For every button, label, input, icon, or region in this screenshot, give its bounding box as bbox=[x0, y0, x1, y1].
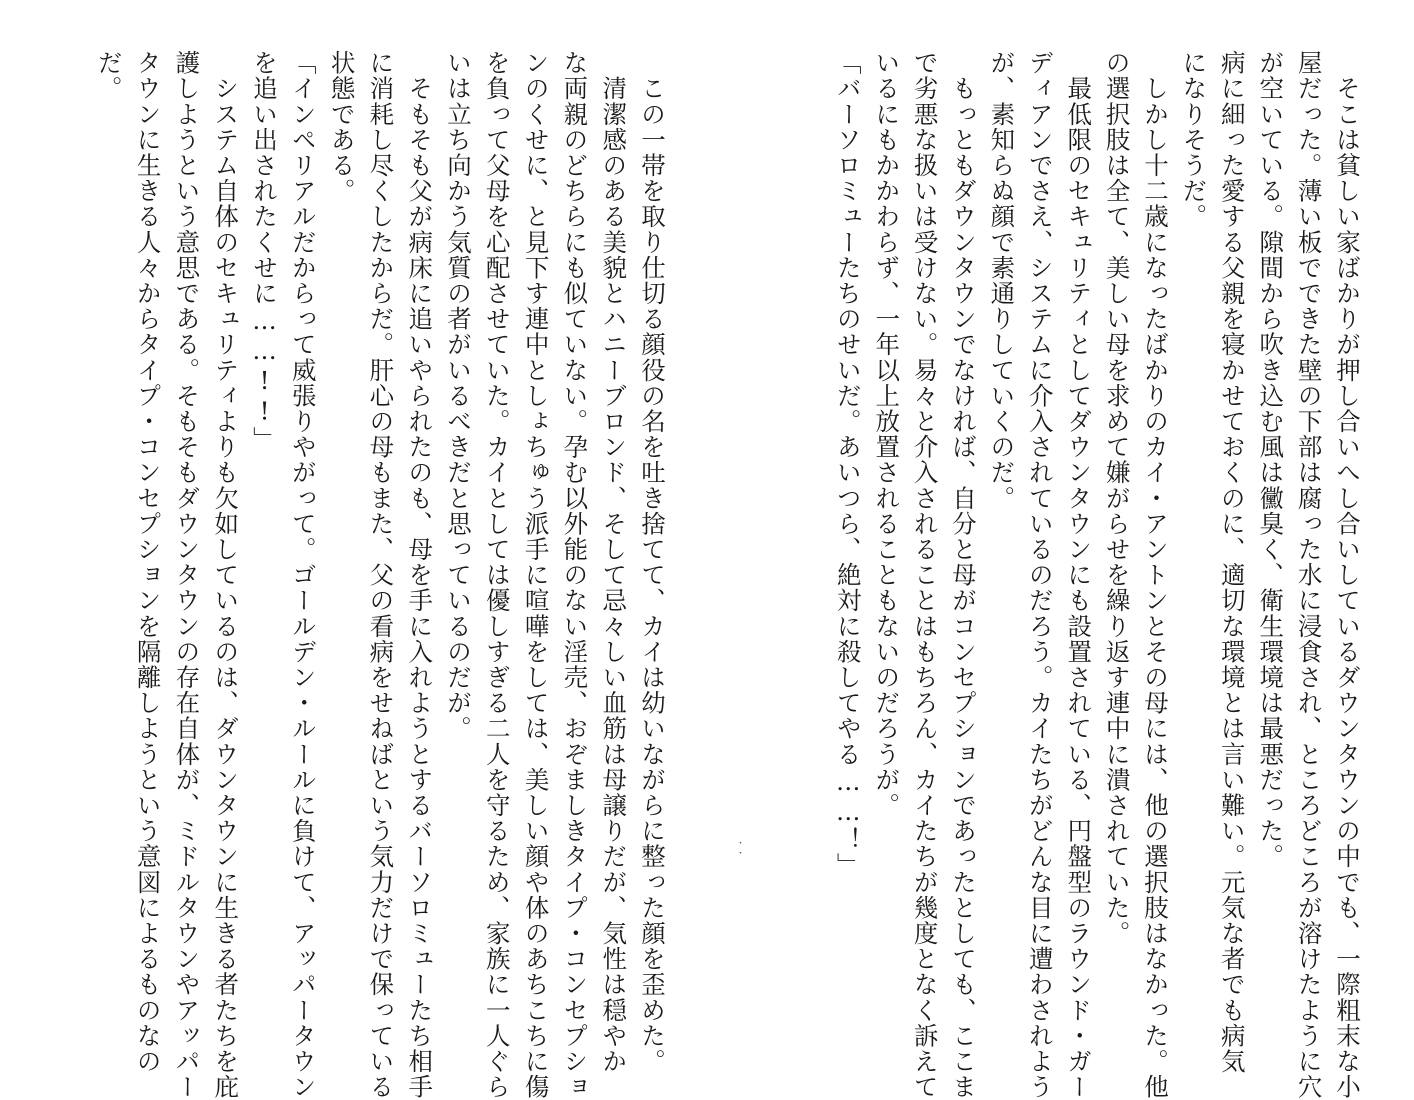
text-column: 屋だった。薄い板でできた壁の下部は腐った水に浸食され、ところどころが溶けたように穴 bbox=[1294, 50, 1324, 1100]
text-column: いるにもかかわらず、一年以上放置されることもないのだろうが。 bbox=[872, 50, 902, 818]
text-column: 病に細った愛する父親を寝かせておくのに、適切な環境とは言い難い。元気な者でも病気 bbox=[1217, 50, 1247, 1074]
text-column: で劣悪な扱いは受けない。易々と介入されることはもちろん、カイたちが幾度となく訴えて bbox=[910, 50, 940, 1100]
text-column: 最低限のセキュリティとしてダウンタウンにも設置されている、円盤型のラウンド・ガー bbox=[1064, 50, 1094, 1100]
text-column: 「インペリアルだからって威張りやがって。ゴールデン・ルールに負けて、アッパータウン bbox=[288, 50, 318, 1100]
text-column: もっともダウンタウンでなければ、自分と母がコンセプションであったとしても、ここま bbox=[949, 50, 978, 1100]
right-page bbox=[707, 0, 1414, 1100]
page-folio: ・・ bbox=[734, 838, 744, 858]
text-column: この一帯を取り仕切る顔役の名を吐き捨てて、カイは幼いながらに整った顔を歪めた。 bbox=[638, 50, 667, 1074]
text-column: が、素知らぬ顔で素通りしていくのだ。 bbox=[987, 50, 1017, 511]
text-column: だ。 bbox=[94, 50, 124, 102]
text-column: ディアンでさえ、システムに介入されているのだろう。カイたちがどんな目に遭わされよう bbox=[1025, 50, 1055, 1100]
text-column: に消耗し尽くしたからだ。肝心の母もまた、父の看病をせねばという気力だけで保っている bbox=[366, 50, 396, 1100]
text-column: を追い出されたくせに……!!」 bbox=[250, 50, 279, 452]
text-column: 「バーソロミューたちのせいだ。あいつら、絶対に殺してやる……！」 bbox=[833, 50, 863, 879]
text-column: ンのくせに、と見下す連中としょちゅう派手に喧嘩をしては、美しい顔や体のあちこちに傷 bbox=[521, 50, 551, 1100]
text-column: そこは貧しい家ばかりが押し合いへし合いしているダウンタウンの中でも、一際粗末な小 bbox=[1333, 50, 1362, 1100]
text-column: 状態である。 bbox=[327, 50, 357, 204]
text-column: な両親のどちらにも似ていない。孕む以外能のない淫売、おぞましきタイプ・コンセプショ bbox=[560, 50, 590, 1100]
text-column: いは立ち向かう気質の者がいるべきだと思っているのだが。 bbox=[444, 50, 473, 742]
text-column: そもそも父が病床に追いやられたのも、母を手に入れようとするバーソロミューたち相手 bbox=[405, 50, 435, 1100]
text-column: の選択肢は全て、美しい母を求めて嫌がらせを繰り返す連中に潰されていた。 bbox=[1102, 50, 1132, 946]
text-column: が空いている。隙間から吹き込む風は黴臭く、衛生環境は最悪だった。 bbox=[1256, 50, 1286, 870]
text-column: 護しようという意思である。そもそもダウンタウンの存在自体が、ミドルタウンやアッパー bbox=[172, 50, 202, 1100]
text-column: を負って父母を心配させていた。カイとしては優しすぎる二人を守るため、家族に一人ぐら bbox=[482, 50, 512, 1100]
text-column: システム自体のセキュリティよりも欠如しているのは、ダウンタウンに生きる者たちを庇 bbox=[211, 50, 241, 1100]
text-column: 清潔感のある美貌とハニーブロンド、そして忌々しい血筋は母譲りだが、気性は穏やか bbox=[599, 50, 629, 1074]
text-column: タウンに生きる人々からタイプ・コンセプションを隔離しようという意図によるものなの bbox=[133, 50, 163, 1074]
text-column: しかし十二歳になったばかりのカイ・アントンとその母には、他の選択肢はなかった。他 bbox=[1141, 50, 1170, 1100]
text-column: になりそうだ。 bbox=[1179, 50, 1209, 230]
